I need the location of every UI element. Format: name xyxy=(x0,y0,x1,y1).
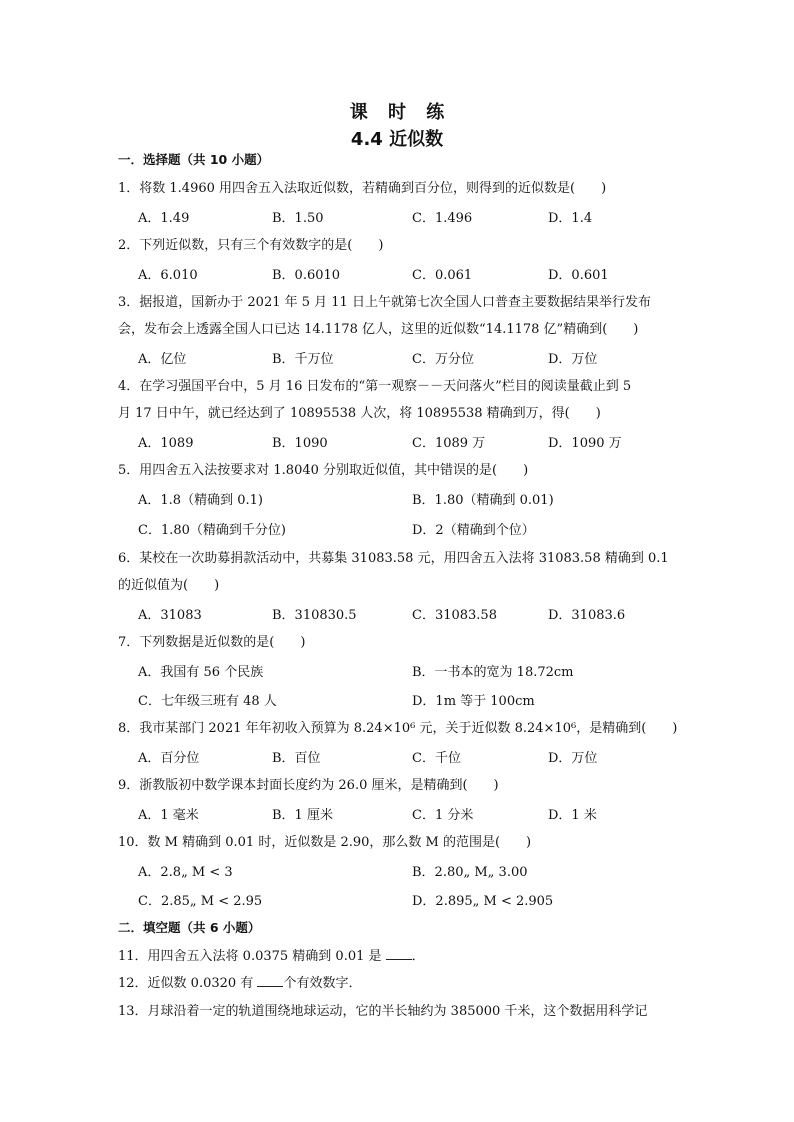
question-stem: 9．浙教版初中数学课本封面长度约为 26.0 厘米，是精确到( ) xyxy=(118,778,499,793)
option-a: A．1.49 xyxy=(138,211,190,226)
fill-question-text: 13．月球沿着一定的轨道围绕地球运动，它的半长轴约为 385000 千米，这个数据用科学记 xyxy=(118,1004,648,1019)
option-a: A．2.8„ M < 3 xyxy=(138,865,233,880)
option-c: C．1.496 xyxy=(412,211,473,226)
question-stem-cont: 会，发布会上透露全国人口已达 14.1178 亿人，这里的近似数“14.1178 亿”精确到( ) xyxy=(118,322,639,337)
option-a: A．31083 xyxy=(138,608,202,623)
option-a: A．百分位 xyxy=(138,751,200,766)
question-stem: 6．某校在一次助募捐款活动中，共募集 31083.58 元，用四舍五入法将 31083.58 精确到 0.1 xyxy=(118,551,669,566)
option-a: A．1.8（精确到 0.1) xyxy=(138,493,263,508)
option-d: D．1090 万 xyxy=(548,436,622,451)
option-a: A．1089 xyxy=(138,436,194,451)
fill-question xyxy=(118,945,425,964)
option-c: C．31083.58 xyxy=(412,608,497,623)
option-d: D．1m 等于 100cm xyxy=(412,694,535,709)
option-d: D．1 米 xyxy=(548,808,597,823)
option-a: A．6.010 xyxy=(138,268,198,283)
option-c: C．七年级三班有 48 人 xyxy=(138,694,277,709)
fill-question xyxy=(118,1000,647,1019)
option-c: C．1.80（精确到千分位) xyxy=(138,523,286,538)
option-d: D．0.601 xyxy=(548,268,609,283)
question-stem-cont: 的近似值为( ) xyxy=(118,578,220,593)
option-b: B．一书本的宽为 18.72cm xyxy=(412,665,574,680)
question-stem: 8．我市某部门 2021 年年初收入预算为 8.24×10⁶ 元，关于近似数 8.24×10⁶，是精确到( ) xyxy=(118,721,678,736)
option-a: A．亿位 xyxy=(138,352,187,367)
option-c: C．万分位 xyxy=(412,352,474,367)
option-b: B．0.6010 xyxy=(272,268,341,283)
option-d: D．万位 xyxy=(548,352,598,367)
option-a: A．1 毫米 xyxy=(138,808,199,823)
question-stem: 1．将数 1.4960 用四舍五入法取近似数，若精确到百分位，则得到的近似数是( ) xyxy=(118,181,607,196)
question-stem: 4．在学习强国平台中，5 月 16 日发布的“第一观察－－天问落火”栏目的阅读量截止到 5 xyxy=(118,379,632,394)
page-subtitle: 4.4 近似数 xyxy=(350,129,444,150)
option-b: B．百位 xyxy=(272,751,321,766)
option-b: B．1.80（精确到 0.01) xyxy=(412,493,554,508)
option-b: B．2.80„ M„ 3.00 xyxy=(412,865,528,880)
fill-question-text: 11．用四舍五入法将 0.0375 精确到 0.01 是 xyxy=(118,949,386,964)
option-d: D．2.895„ M < 2.905 xyxy=(412,894,554,909)
question-stem: 3．据报道，国新办于 2021 年 5 月 11 日上午就第七次全国人口普查主要数据结果举行发布 xyxy=(118,295,651,310)
option-c: C．2.85„ M < 2.95 xyxy=(138,894,263,909)
option-b: B．1.50 xyxy=(272,211,324,226)
section-heading: 二．填空题（共 6 小题） xyxy=(118,920,261,935)
fill-question-text: 12．近似数 0.0320 有 xyxy=(118,976,258,991)
option-d: D．1.4 xyxy=(548,211,593,226)
option-d: D．万位 xyxy=(548,751,598,766)
option-c: C．0.061 xyxy=(412,268,473,283)
option-c: C．1089 万 xyxy=(412,436,486,451)
question-stem-cont: 月 17 日中午，就已经达到了 10895538 人次，将 10895538 精确到万，得( ) xyxy=(118,406,601,421)
question-stem: 7．下列数据是近似数的是( ) xyxy=(118,635,306,650)
option-b: B．千万位 xyxy=(272,352,334,367)
question-stem: 10．数 M 精确到 0.01 时，近似数是 2.90，那么数 M 的范围是( ) xyxy=(118,835,532,850)
fill-question-tail: 个有效数字． xyxy=(283,976,362,991)
question-stem: 2．下列近似数，只有三个有效数字的是( ) xyxy=(118,238,384,253)
option-a: A．我国有 56 个民族 xyxy=(138,665,264,680)
option-b: B．1 厘米 xyxy=(272,808,333,823)
option-b: B．1090 xyxy=(272,436,328,451)
section-heading: 一．选择题（共 10 小题） xyxy=(118,152,270,167)
option-c: C．1 分米 xyxy=(412,808,474,823)
fill-question-tail: ． xyxy=(411,949,425,964)
page-title: 课 时 练 xyxy=(349,102,445,123)
option-d: D．31083.6 xyxy=(548,608,626,623)
fill-question xyxy=(118,972,361,991)
option-c: C．千位 xyxy=(412,751,461,766)
option-d: D．2（精确到个位） xyxy=(412,523,535,538)
answer-blank[interactable] xyxy=(257,974,283,987)
answer-blank[interactable] xyxy=(386,947,412,960)
option-b: B．310830.5 xyxy=(272,608,357,623)
question-stem: 5．用四舍五入法按要求对 1.8040 分别取近似值，其中错误的是( ) xyxy=(118,463,529,478)
